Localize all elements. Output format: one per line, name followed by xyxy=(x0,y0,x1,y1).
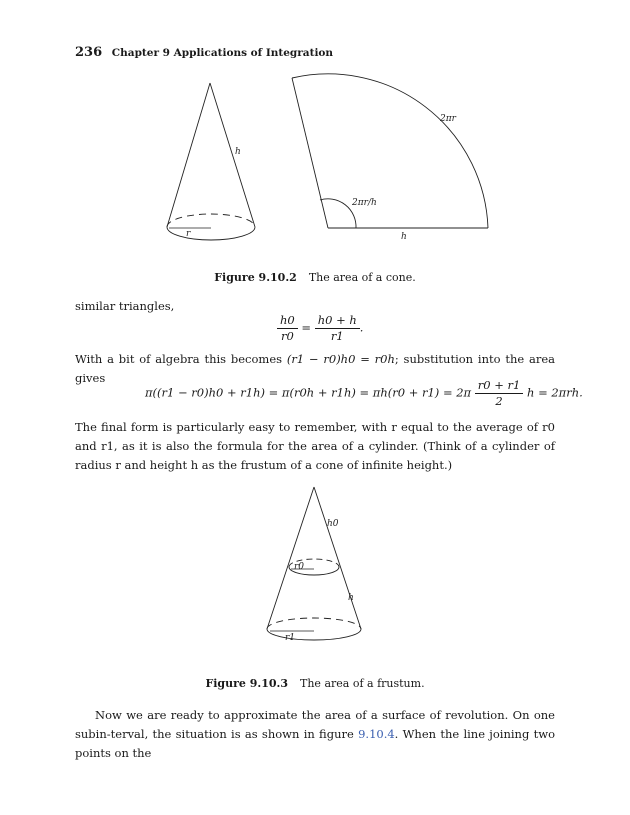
equation-area xyxy=(145,378,583,409)
algebra-eq: (r1 − r0)h0 = r0h xyxy=(286,352,395,366)
sector-h-label: h xyxy=(401,232,407,242)
r1-label: r1 xyxy=(285,633,296,643)
frustum-h-label: h xyxy=(348,593,354,603)
sector-top-edge xyxy=(292,78,328,228)
chapter-title: Chapter 9 Applications of Integration xyxy=(111,47,334,59)
cone-left-edge xyxy=(167,83,210,227)
figure-number-2: Figure 9.10.3 xyxy=(205,677,289,690)
sector-angle-arc xyxy=(320,199,356,228)
figure-caption-1 xyxy=(0,271,630,284)
page-number: 236 xyxy=(75,45,103,60)
base-circle-back xyxy=(267,618,361,629)
similar-triangles-text: similar triangles, xyxy=(75,299,175,313)
eq2-right: h = 2πrh. xyxy=(527,385,583,400)
eq2-den: 2 xyxy=(495,394,503,408)
sector-arc xyxy=(292,74,488,228)
equation-similar-triangles: $\frac{h0}{r0}$ = $\frac{h0 + h}{r1}$ . xyxy=(277,313,363,344)
closing-part2: . When the line joining two points on the xyxy=(75,727,555,760)
frustum-figure xyxy=(0,482,630,652)
final-form-paragraph: The final form is particularly easy to remember, with r equal to the average of r0 and r1, as it is also the formula for the area of a cylinder. (Think of a cylinder of radius r and height h as the frustum of a cone of infinite height.) xyxy=(75,420,555,472)
angle-label: 2πr/h xyxy=(352,198,377,208)
figure-caption-text-2: The area of a frustum. xyxy=(300,677,425,690)
cone-r-label: r xyxy=(186,229,191,239)
figure-number-1: Figure 9.10.2 xyxy=(214,271,297,284)
eq1-lhs-num: h0 xyxy=(277,313,298,329)
eq1-rhs-num: h0 + h xyxy=(315,313,360,329)
frustum-left-edge xyxy=(267,487,314,629)
figure-caption-text-1: The area of a cone. xyxy=(308,271,416,284)
figure-reference-link[interactable]: 9.10.4 xyxy=(358,727,395,741)
algebra-post: ; substitution into the area gives xyxy=(75,352,555,385)
figure-caption-2 xyxy=(0,677,630,690)
eq2-num: r0 + r1 xyxy=(475,378,524,394)
cone-h-label: h xyxy=(235,147,241,157)
eq1-rhs-den: r1 xyxy=(330,329,344,343)
r0-label: r0 xyxy=(294,562,305,572)
eq2-left: π((r1 − r0)h0 + r1h) = π(r0h + r1h) = πh(r0 + r1) = 2π xyxy=(145,385,472,400)
cone-right-edge xyxy=(210,83,255,227)
arc-label: 2πr xyxy=(440,114,456,124)
cone-base-front xyxy=(167,227,255,240)
h0-label: h0 xyxy=(327,519,339,529)
closing-part1: Now we are ready to approximate the area of a surface of revolution. On one subin-terval, the situation is as shown in figure xyxy=(75,708,555,741)
closing-paragraph xyxy=(75,706,555,763)
frustum-right-edge xyxy=(314,487,361,629)
cone-figure xyxy=(0,70,630,245)
eq1-lhs-den: r0 xyxy=(280,329,294,343)
cone-base-back xyxy=(167,214,255,227)
algebra-pre: With a bit of algebra this becomes xyxy=(75,352,287,366)
page-header xyxy=(75,45,333,60)
